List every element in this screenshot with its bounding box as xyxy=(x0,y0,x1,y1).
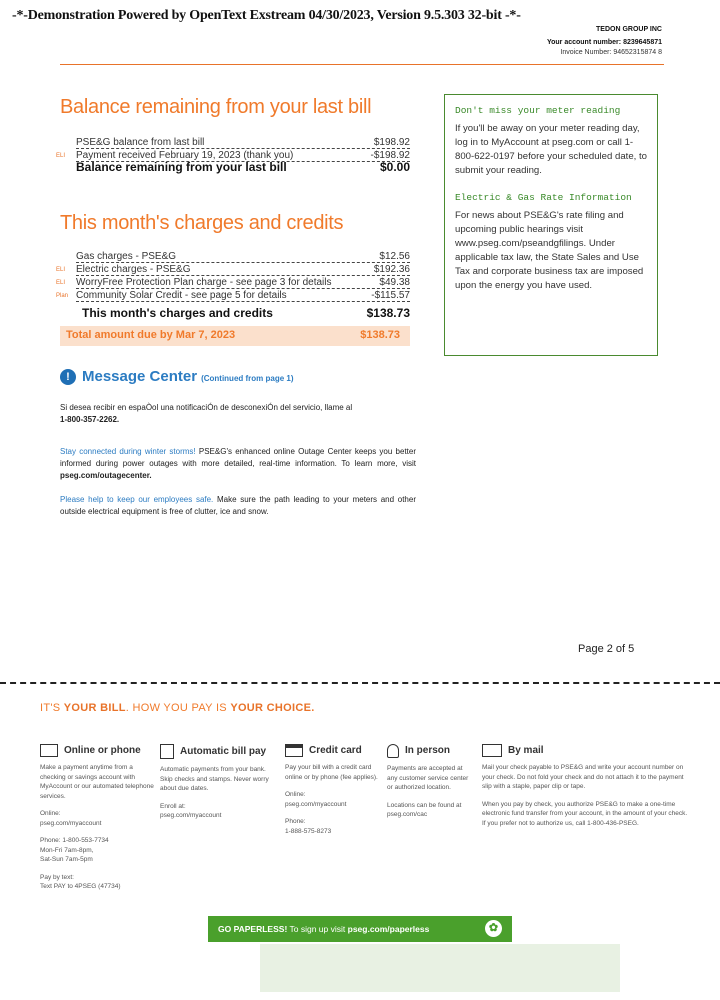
balance-row: PSE&G balance from last bill $198.92 xyxy=(76,137,410,148)
leaf-icon: ✿ xyxy=(485,920,502,937)
envelope-icon xyxy=(482,744,502,757)
paperless-link[interactable]: pseg.com/paperless xyxy=(347,924,430,934)
company-name: TEDON GROUP INC xyxy=(596,26,662,33)
meter-reading-title: Don't miss your meter reading xyxy=(455,105,621,116)
meter-reading-text: If you'll be away on your meter reading day, log in to MyAccount at pseg.com or call 1-800-622-0197 before your scheduled date, to submit your reading. xyxy=(455,123,648,176)
page-number: Page 2 of 5 xyxy=(578,643,635,655)
outage-center-link[interactable]: pseg.com/outagecenter. xyxy=(60,471,152,480)
autopay-icon xyxy=(160,744,174,759)
electric-charges-row: ELI Electric charges - PSE&G $192.36 xyxy=(56,264,410,275)
rate-info-title: Electric & Gas Rate Information xyxy=(455,192,632,203)
laptop-phone-icon xyxy=(40,744,58,757)
info-sidebox xyxy=(444,94,658,356)
spanish-notice: Si desea recibir en espaÒol una notificaciÓn de desconexiÓn del servicio, llame al 1-800-357-2262. xyxy=(60,403,353,424)
message-center-title: Message Center xyxy=(82,368,198,385)
person-icon xyxy=(387,744,399,758)
gas-charges-row: Gas charges - PSE&G $12.56 xyxy=(76,251,410,262)
total-due-amount: $138.73 xyxy=(360,329,400,341)
message-center-header xyxy=(60,368,294,385)
pay-option-online: Online or phone Make a payment anytime from a checking or savings account with MyAccount or our automated telephone services. Online: pseg.com/myaccount Phone: 1-800-553-7734 Mon-Fri 7am-8pm, Sat-Sun 7am-5pm Pay by text: Text PAY to 4PSEG (47734) xyxy=(40,744,154,890)
worryfree-row: ELI WorryFree Protection Plan charge - see page 3 for details $49.38 xyxy=(56,277,410,288)
go-paperless-banner[interactable]: GO PAPERLESS! To sign up visit pseg.com/paperless ✿ xyxy=(208,916,512,942)
balance-section-title: Balance remaining from your last bill xyxy=(60,96,372,118)
payment-slogan: IT'S YOUR BILL. HOW YOU PAY IS YOUR CHOICE. xyxy=(40,702,315,714)
pay-option-in-person: In person Payments are accepted at any customer service center or authorized location. Locations can be found at pseg.com/cac xyxy=(387,745,469,818)
tear-line xyxy=(0,682,720,684)
total-due-label: Total amount due by Mar 7, 2023 xyxy=(66,329,236,341)
invoice-number-line: Invoice Number: 94652315874 8 xyxy=(560,49,662,56)
charges-section-title: This month's charges and credits xyxy=(60,212,344,234)
total-due-bar xyxy=(60,326,410,346)
payment-row: ELI Payment received February 19, 2023 (thank you) -$198.92 xyxy=(56,150,410,161)
pay-option-mail: By mail Mail your check payable to PSE&G and write your account number on your check. Do not fold your check and do not attach it to the payment slip with a staple, paper clip or tape. When you pay by check, you authorize PSE&G to make a one-time electronic fund transfer from your account, in the amount of your check. If you prefer not to authorize us, call 1-800-436-PSEG. xyxy=(482,744,688,827)
header-divider xyxy=(60,64,664,65)
safety-notice: Please help to keep our employees safe. Make sure the path leading to your meters and other outside electrical equipment is free of clutter, ice and snow. xyxy=(60,495,416,516)
solar-credit-row: Plan Community Solar Credit - see page 5 for details -$115.57 xyxy=(56,290,410,301)
continued-note: (Continued from page 1) xyxy=(201,373,294,383)
rate-info-text: For news about PSE&G's rate filing and upcoming public hearings visit www.pseg.com/pseandgfilings. Under applicable tax law, the State Sales and Use Tax and corporate business tax are imposed upon the energy you have used. xyxy=(455,210,644,291)
outage-center-notice: Stay connected during winter storms! PSE&G's enhanced online Outage Center keeps you better informed during power outages with more detailed, real-time information. To learn more, visit pseg.com/outagecenter. xyxy=(60,447,416,480)
pay-option-autopay: Automatic bill pay Automatic payments from your bank. Skip checks and stamps. Never worry about due dates. Enroll at: pseg.com/myaccount xyxy=(160,745,269,819)
charges-total-row: This month's charges and credits $138.73 xyxy=(82,306,410,320)
credit-card-icon xyxy=(285,744,303,757)
balance-total-row: Balance remaining from your last bill $0.00 xyxy=(76,160,410,174)
exclamation-icon: ! xyxy=(60,369,76,385)
pay-option-credit-card: Credit card Pay your bill with a credit card online or by phone (fee applies). Online: pseg.com/myaccount Phone: 1-888-575-8273 xyxy=(285,744,378,835)
demo-banner: -*-Demonstration Powered by OpenText Exstream 04/30/2023, Version 9.5.303 32-bit -*- xyxy=(12,8,521,23)
scan-artifact xyxy=(260,944,620,992)
account-number-line: Your account number: 8239645871 xyxy=(546,39,662,46)
